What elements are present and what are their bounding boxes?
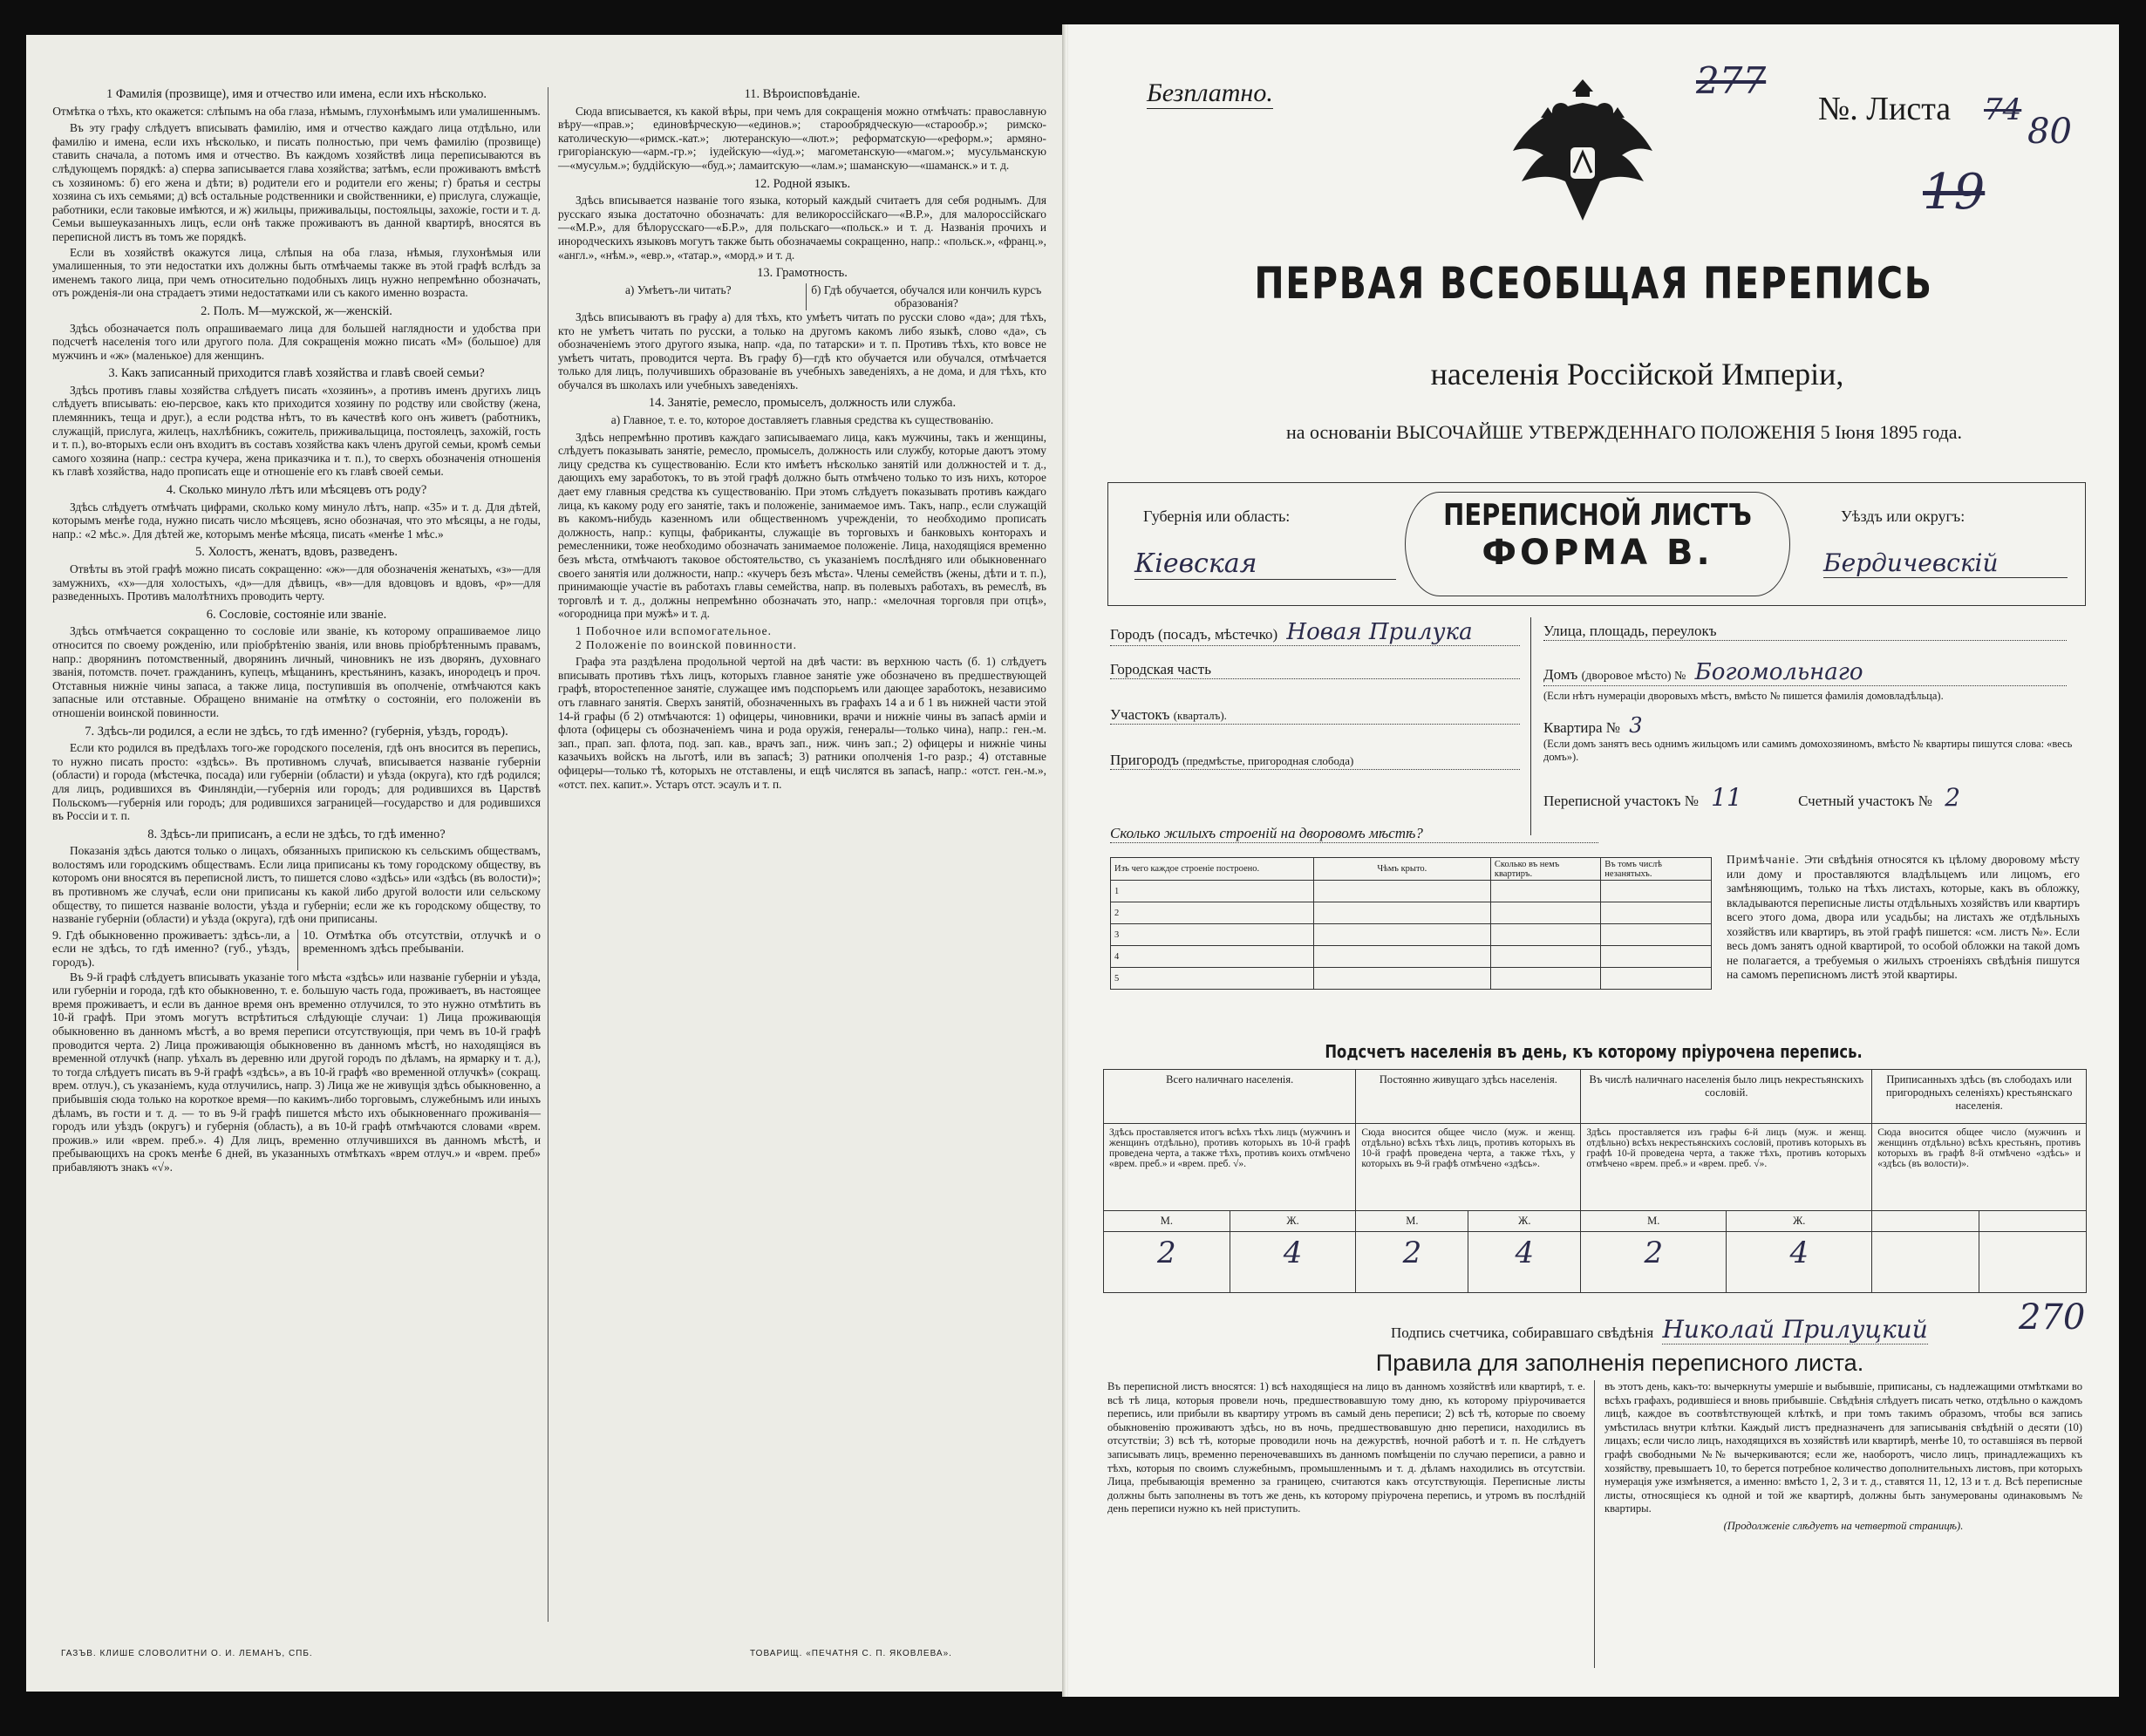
bld-header-roof: Чѣмъ крыто. xyxy=(1313,858,1490,881)
sheet-number-value: 80 xyxy=(2027,112,2072,152)
section-13-title: 13. Грамотность. xyxy=(757,266,848,281)
apartment-value[interactable]: 3 xyxy=(1629,713,1643,738)
uezd-label: Уѣздъ или округъ: xyxy=(1841,507,1965,525)
sheet-number-label: №. Листа xyxy=(1818,91,1952,127)
pop-desc-permanent: Сюда вносится общее число (муж. и женщ. отдѣльно) всѣхъ тѣхъ лицъ, противъ которыхъ въ 10-й графѣ проведена черта, а также тѣхъ, у которыхъ въ 9-й графѣ отмѣчено «здѣсь». xyxy=(1356,1124,1581,1211)
section-9-title: 9. Гдѣ обыкновенно проживаетъ: здѣсь-ли, а если не здѣсь, то гдѣ именно? (губ., уѣздъ, городъ). xyxy=(52,929,290,970)
handwritten-number-top: 277 xyxy=(1696,59,1767,102)
section-14-subtitle: а) Главное, т. е. то, которое доставляетъ главныя средства къ существованію. xyxy=(610,413,994,427)
pop-mf-label: М. xyxy=(1581,1211,1727,1232)
population-title: Подсчетъ населенія въ день, къ которому пріурочена перепись. xyxy=(1325,1041,1863,1062)
handwritten-270: 270 xyxy=(2019,1297,2086,1338)
section-2-text: Здѣсь обозначается полъ опрашиваемаго лица для большей наглядности и удобства при подсчетѣ населенія того или другого пола. Для сокращенія можно писать «М» (большое) для мужчинъ и «ж» (маленькое) для женщинъ. xyxy=(52,321,541,362)
form-title: ПЕРЕПИСНОЙ ЛИСТЪ xyxy=(1443,498,1752,533)
bld-row-number: 5 xyxy=(1111,968,1314,990)
form-header-box xyxy=(1107,482,2086,606)
count-district-value[interactable]: 2 xyxy=(1945,783,1961,812)
address-divider xyxy=(1530,617,1531,835)
pop-value[interactable]: 4 xyxy=(1230,1232,1356,1293)
section-9-10-header xyxy=(52,929,541,970)
imperial-eagle-icon xyxy=(1495,72,1670,229)
pop-mf-label: Ж. xyxy=(1230,1211,1356,1232)
rules-title: Правила для заполненія переписного листа. xyxy=(1375,1350,1864,1376)
instructions-column-left xyxy=(52,83,541,1176)
city-value[interactable]: Новая Прилука xyxy=(1286,619,1473,645)
apartment-label: Квартира № xyxy=(1543,719,1621,736)
city-part-label: Городская часть xyxy=(1110,661,1211,677)
handwritten-number-right: 19 xyxy=(1923,164,1986,221)
section-10-title: 10. Отмѣтка объ отсутствіи, отлучкѣ и о временномъ здѣсь пребываніи. xyxy=(297,929,542,970)
free-label: Безплатно. xyxy=(1147,78,1273,107)
pop-desc-peasant: Сюда вносится общее число (мужчинъ и женщинъ отдѣльно) всѣхъ крестьянъ, противъ которыхъ въ графѣ 8-й отмѣчено «здѣсь» и «здѣсь (въ волости)». xyxy=(1872,1124,2087,1211)
house-hint: (Если нѣтъ нумераціи дворовыхъ мѣстъ, вмѣсто № пишется фамилія домовладѣльца). xyxy=(1543,690,1944,702)
signature-row xyxy=(1391,1315,1928,1344)
house-value[interactable]: Богомольнаго xyxy=(1694,659,1863,685)
section-6-title: 6. Сословіе, состояніе или званіе. xyxy=(206,607,387,622)
bld-header-material: Изъ чего каждое строеніе построено. xyxy=(1111,858,1314,881)
rules-text-left: Въ переписной листъ вносятся: 1) всѣ находящіеся на лицо въ данномъ хозяйствѣ или квартирѣ, т. е. всѣ тѣ лица, которыя провели ночь, предшествовавшую тому дню, къ которому пріурочивается перепись, или прибыли въ квартиру утромъ въ самый день переписи; 2) всѣ тѣ, которые по своему обыкновенію проживаютъ здѣсь, но въ ночь, предшествовавшую дню переписи, находились въ отсутствіи; 3) всѣ тѣ, которые проводили ночь на дежурствѣ, ночной работѣ и т. п. Не слѣдуетъ записывать лицъ, временно переночевавшихъ въ данномъ помѣщеніи по случаю переписи, а равно и тѣхъ, которыя по своимъ служебнымъ, промышленнымъ и т. д. дѣламъ находились въ отсутствіи. Лица, пребывающія временно за границею, считаются какъ отсутствующія. Переписные листы должны быть заполнены въ тотъ же день, къ которому пріурочена перепись, и утромъ въ послѣдній день переписи нужно къ ней приступить. xyxy=(1107,1380,1585,1515)
bld-row-number: 4 xyxy=(1111,946,1314,968)
pop-value[interactable]: 4 xyxy=(1727,1232,1872,1293)
section-5-title: 5. Холостъ, женатъ, вдовъ, разведенъ. xyxy=(194,545,399,560)
section-13-text: Здѣсь вписываютъ въ графу а) для тѣхъ, кто умѣетъ читать по русски слово «да»; для тѣхъ, кто не умѣетъ читать по русски, а только на другомъ какомъ либо языкѣ, слово «да», съ обозначеніемъ этого другого языка, напр. «да, по татарски» и т. п. Противъ тѣхъ, кто вовсе не умѣетъ читать, проводится черта. Въ графу б)—гдѣ кто обучается или обучался, отмѣчается только для лицъ, получившихъ образованіе въ учебныхъ заведеніяхъ, а не дома, и для тѣхъ, кто обучался въ школахъ или учебныхъ заведеніяхъ. xyxy=(558,310,1046,391)
district-note: (кварталъ). xyxy=(1173,709,1227,722)
census-district-value[interactable]: 11 xyxy=(1711,783,1742,812)
section-7-title: 7. Здѣсь-ли родился, а если не здѣсь, то гдѣ именно? (губернія, уѣздъ, городъ). xyxy=(85,724,508,739)
section-11-text: Сюда вписывается, къ какой вѣры, при чемъ для сокращенія можно отмѣчать: православную вѣру—«прав.»; единовѣрческую—«единов.»; старообрядческую—«старообр.»; римско-католическую—«римск.-кат.»; лютеранскую—«лют.»; реформатскую—«реформ.»; армяно-григоріанскую—«арм.-гр.»; іудейскую—«іуд.»; магометанскую—«магом.»; мусульманскую—«мусульм.»; буддійскую—«буд.»; ламаитскую—«лам.»; шаманскую—«шаманск.» и т. д. xyxy=(558,104,1046,172)
city-part-row xyxy=(1110,661,1520,679)
legal-basis: на основаніи ВЫСОЧАЙШЕ УТВЕРЖДЕННАГО ПОЛОЖЕНІЯ 5 Іюня 1895 года. xyxy=(1285,421,1963,443)
uezd-value[interactable]: Бердичевскій xyxy=(1823,548,2068,578)
section-14-text: Здѣсь непремѣнно противъ каждаго записываемаго лица, какъ мужчины, такъ и женщины, слѣдуетъ показывать занятіе, ремесло, промыселъ, должность или службу, которые даютъ этому лицу средства къ существованію. Если кто имѣетъ нѣсколько занятій или должностей и т. д., дающихъ ему заработокъ, то въ этой графѣ должно быть отмѣчено только то изъ нихъ, которое дает ему главныя средства къ существованію. При этомъ слѣдуетъ показывать противъ каждаго лица, къ какому роду его занятіе, такъ и положеніе, занимаемое имъ. Такъ, напр., если служащій въ какомъ-нибудь казенномъ или общественномъ учрежденіи, то необходимо прописать должность, напр.: купцы, фабриканты, служащіе въ торговыхъ и банковыхъ конторахъ и ремесленники, тоже необходимо обозначать занимаемое положеніе. Лица, находящіяся временно безъ мѣста, отмѣчаютъ таковое обстоятельство, съ указаніемъ послѣдняго или обыкновеннаго своего занятія или должности, напр.: «кучеръ безъ мѣста». Члены семействъ (жены, дѣти и т. п.), принимающіе участіе въ работахъ главы семейства, напр. въ полевыхъ работахъ, въ ремеслѣ, въ торговлѣ и т. д., должны непремѣнно обозначать это, напр.: «мелочная торговля при отцѣ», «огородница при мужѣ» и т. д. xyxy=(558,430,1046,621)
bld-row-number: 3 xyxy=(1111,924,1314,946)
left-page xyxy=(26,35,1064,1692)
house-note: (дворовое мѣсто) № xyxy=(1581,670,1686,683)
house-label: Домъ xyxy=(1543,666,1578,683)
city-row xyxy=(1110,619,1520,646)
count-district-label: Счетный участокъ № xyxy=(1798,793,1932,809)
form-letter: ФОРМА В. xyxy=(1482,533,1713,573)
section-14-note-1: 1 Побочное или вспомогательное. xyxy=(576,623,772,637)
pop-value[interactable]: 2 xyxy=(1104,1232,1230,1293)
section-1-text: Въ эту графу слѣдуетъ вписывать фамилію, имя и отчество каждаго лица отдѣльно, или фамилію и имена, если ихъ нѣсколько, и писать полностью, при чемъ фамилію (прозвище) ставить сначала, а потомъ имя и отчество. Въ каждомъ хозяйствѣ лица переписываются въ слѣдующемъ порядкѣ: а) сперва записывается глава хозяйства; затѣмъ, если проживаютъ вмѣстѣ съ хозяиномъ: б) его жена и дѣти; в) родители его и родители его жены; г) братья и сестры хозяина съ ихъ семьями; д) всѣ остальные родственники и свойственники, е) прислуга, служащіе, работники, если таковые имѣются, и ж) жильцы, приживальцы, постояльцы, захожіе, гости и т. д. Семьи вышеуказанныхъ лицъ, если онѣ также проживаютъ въ данной квартирѣ, вносятся въ переписной листъ въ томъ же порядкѣ. xyxy=(52,121,541,243)
section-6-text: Здѣсь отмѣчается сокращенно то сословіе или званіе, къ которому опрашиваемое лицо относится по своему рожденію, или пріобрѣтенію званія, или вновь пріобрѣтеннымъ правамъ, напр.: дворянинъ потомственный, дворянинъ личный, чиновникъ не изъ дворянъ, духовнаго званія, потомств. почет. гражданинъ, купецъ, мѣщанинъ, крестьянинъ, казакъ, инородецъ и проч. Отставныя нижніе чины запаса, а также лица, поступившія въ ополченіе, отмѣчаются какъ запасные или отставные. Обращено вниманіе на отмѣтку о состояніи, его положеніи въ отношеніи воинской повинности. xyxy=(52,624,541,719)
district-row xyxy=(1110,706,1520,725)
printer-credit-left: ГАЗЪВ. КЛИШЕ СЛОВОЛИТНИ О. И. ЛЕМАНЪ, СПБ. xyxy=(61,1649,313,1658)
section-14-note-2: 2 Положеніе по воинской повинности. xyxy=(576,637,797,651)
signature-value[interactable]: Николай Прилуцкий xyxy=(1662,1315,1928,1344)
rules-divider xyxy=(1594,1380,1595,1668)
street-label: Улица, площадь, переулокъ xyxy=(1543,623,1717,639)
house-row xyxy=(1543,659,2067,686)
signature-label: Подпись счетчика, собиравшаго свѣдѣнія xyxy=(1391,1324,1654,1341)
section-4-text: Здѣсь слѣдуетъ отмѣчать цифрами, сколько кому минуло лѣтъ, напр. «35» и т. д. Для дѣтей, которымъ менѣе года, нужно писать число мѣсяцевъ, ясно обозначая, что это мѣсяцы, а не годы, напр.: «2 мѣс.». Для дѣтей же, которымъ менѣе мѣсяца, писать «менѣе 1 мѣс.» xyxy=(52,500,541,541)
section-4-title: 4. Сколько минуло лѣтъ или мѣсяцевъ отъ роду? xyxy=(166,483,427,498)
pop-header-peasant: Приписанныхъ здѣсь (въ слободахъ или пригородныхъ селеніяхъ) крестьянскаго населенія. xyxy=(1872,1070,2087,1124)
section-8-text: Показанія здѣсь даются только о лицахъ, обязанныхъ припискою къ сельскимъ обществамъ, волостямъ или городскимъ обществамъ. Если лица приписаны къ тому городскому обществу, въ которомъ они вносятся въ переписной листъ, то пишется слово «здѣсь» или «здѣсь (въ волости)»; въ противномъ же случаѣ, если они приписаны къ какой либо другой волости или сельскому обществу, то пишется названіе волости, уѣзда и губерніи; если же къ городскому обществу, то названіе губерніи (области) и уѣзда (округа), гдѣ они приписаны. xyxy=(52,844,541,926)
section-5-text: Отвѣты въ этой графѣ можно писать сокращенно: «ж»—для обозначенія женатыхъ, «з»—для замужнихъ, «х»—для холостыхъ, «д»—для дѣвицъ, «в»—для вдовцовъ и вдовъ, «р»—для разведенныхъ. Противъ малолѣтнихъ проводить черту. xyxy=(52,562,541,603)
bld-header-vacant: Въ томъ числѣ незанятыхъ. xyxy=(1601,858,1712,881)
pop-value[interactable]: 2 xyxy=(1356,1232,1468,1293)
section-14-title: 14. Занятіе, ремесло, промыселъ, должность или служба. xyxy=(648,396,957,411)
pop-desc-non-peasant: Здѣсь проставляется изъ графы 6-й лицъ (муж. и женщ. отдѣльно) всѣхъ некрестьянскихъ сословій, противъ которыхъ въ графѣ 10-й проведена черта, а также тѣхъ, противъ которыхъ отмѣчено «врем. преб.» и «врем. преб. √». xyxy=(1581,1124,1872,1211)
document-title: ПЕРВАЯ ВСЕОБЩАЯ ПЕРЕПИСЬ xyxy=(1254,258,1933,309)
buildings-table xyxy=(1110,857,1712,990)
census-district-label: Переписной участокъ № xyxy=(1543,793,1699,809)
pop-header-permanent: Постоянно живущаго здѣсь населенія. xyxy=(1356,1070,1581,1124)
gubernia-label: Губернія или область: xyxy=(1143,507,1291,525)
section-13a: а) Умѣетъ-ли читать? xyxy=(624,283,732,296)
form-title-cartouche xyxy=(1405,492,1790,596)
apartment-hint: (Если домъ занятъ весь однимъ жильцомъ или самимъ домохозяиномъ, вмѣсто № квартиры пишутся слова: «весь домъ»). xyxy=(1543,738,2073,763)
gubernia-value[interactable]: Кіевская xyxy=(1134,548,1396,580)
section-2-title: 2. Полъ. М—мужской, ж—женскій. xyxy=(201,303,392,318)
pop-header-present: Всего наличнаго населенія. xyxy=(1104,1070,1356,1124)
section-1-text-2: Если въ хозяйствѣ окажутся лица, слѣпыя на оба глаза, нѣмыя, глухонѣмыя или умалишенныя, то эти недостатки ихъ должны быть отмѣчаемы также въ этой графѣ вслѣдъ за именемъ такого лица, при чемъ относительно подобныхъ лицъ нужно непремѣнно обозначать, отъ рожденія-ли она страдаетъ этими недостатками или съ какого именно возраста. xyxy=(52,245,541,300)
pop-value[interactable]: 4 xyxy=(1468,1232,1581,1293)
bld-header-apartments: Сколько въ немъ квартиръ. xyxy=(1490,858,1600,881)
suburb-label: Пригородъ xyxy=(1110,752,1179,768)
pop-header-non-peasant: Въ числѣ наличнаго населенія было лицъ некрестьянскихъ сословій. xyxy=(1581,1070,1872,1124)
census-district-row xyxy=(1543,783,2084,812)
section-14-text-2: Графа эта раздѣлена продольной чертой на двѣ части: въ верхнюю часть (б. 1) слѣдуетъ вписывать противъ тѣхъ лицъ, которыхъ главное занятіе уже обозначено въ предшествующей графѣ, второстепенное занятіе, служащее имъ подспорьемъ или дающее заработокъ, независимо отъ главнаго занятія. Сверхъ занятій, обозначенныхъ въ графахъ 14 а и б 1 въ нижней части этой 14-й графы (б 2) отмѣчаются: 1) офицеры, чиновники, врачи и нижніе чины въ запасѣ арміи и флота (офицеры съ обозначеніемъ чина и рода оружія, генералы—только чина), напр.: ген.-м. зап., прап. зап. флота, под. зап. кав., врачъ зап., ниж. чинъ зап.; 2) офицеры и нижніе чины казачьихъ войскъ на льготѣ, или въ запасѣ; 3) ратники ополченія 1-го разр.; 4) отставные офицеры—только тѣ, которыхъ не отставлены, и ещѣ числятся въ запасѣ, напр.: «отст. ген.-м.», «отст. пех. капит.». Устаръ отст. эсаулъ и т. п. xyxy=(558,655,1046,791)
buildings-note-text: Эти свѣдѣнія относятся къ цѣлому дворовому мѣсту или дому и проставляются владѣльцемъ или лицомъ, его замѣняющимъ, только на тѣхъ листахъ, которые, какъ въ обложку, вкладываются переписные листы отдѣльныхъ хозяйствъ или квартиръ всего этого дома, двора или усадьбы; на листахъ же отдѣльныхъ хозяйствъ или квартиръ, въ этой графѣ пишется: «см. листъ №». Если весь домъ занятъ одной квартирой, то особой обложки на такой домъ не полагается, а требуемыя о жилыхъ строеніяхъ свѣдѣнія пишутся на самомъ переписномъ листѣ этой квартиры. xyxy=(1727,853,2080,981)
section-7-text: Если кто родился въ предѣлахъ того-же городского поселенія, гдѣ онъ вносится въ перепись, то нужно писать просто: «здѣсь». Въ противномъ случаѣ, вписывается названіе губерніи (области) и города (мѣстечка, посада) или губерніи (области) и уѣзда (округа), кто гдѣ родился; для лицъ, родившихся въ Финляндіи,—губернія или городъ; для родившихся въ Царствѣ Польскомъ—губернія или городъ; для родившихся заграницей—государство и для родившихся въ Россіи и т. п. xyxy=(52,741,541,823)
section-13-subheaders xyxy=(558,283,1046,310)
section-8-title: 8. Здѣсь-ли приписанъ, а если не здѣсь, то гдѣ именно? xyxy=(147,827,446,841)
document-subtitle: населенія Россійской Имперіи, xyxy=(1430,357,1844,391)
suburb-row xyxy=(1110,752,1520,770)
apartment-row xyxy=(1543,713,2067,738)
district-label: Участокъ xyxy=(1110,706,1170,723)
printer-credit-right: ТОВАРИЩ. «ПЕЧАТНЯ С. П. ЯКОВЛЕВА». xyxy=(750,1649,952,1658)
pop-mf-label: М. xyxy=(1104,1211,1230,1232)
street-row xyxy=(1543,623,2067,641)
sheet-number-crossed: 74 xyxy=(1984,92,2022,127)
section-3-title: 3. Какъ записанный приходится главѣ хозяйства и главѣ своей семьи? xyxy=(108,366,485,381)
population-table xyxy=(1103,1069,2087,1293)
city-label: Городъ (посадъ, мѣстечко) xyxy=(1110,626,1278,643)
rules-text-right-body: въ этотъ день, какъ-то: вычеркнуты умершіе и выбывшіе, приписаны, съ надлежащими отмѣтками во всѣхъ графахъ, родившіеся и вновь прибывшіе. Свѣдѣнія слѣдуетъ писать четко, отдѣльно о каждомъ лицѣ, каждое въ соотвѣтствующей клѣткѣ, и при томъ такимъ образомъ, чтобы вся запись умѣстилась внутри клѣтки. Каждый листъ предназначенъ для записыванія свѣдѣній о десяти (10) лицахъ; если число лицъ, находящихся въ хозяйствѣ или квартирѣ, менѣе 10, то оставшіяся въ первой графѣ свободными №№ вычеркиваются; если же, наоборотъ, число лицъ, принадлежащихъ къ хозяйству, превышаетъ 10, то берется потребное количество дополнительныхъ листовъ, при которыхъ нумерація уже измѣняется, а именно: вмѣсто 1, 2, 3 и т. д., ставятся 11, 12, 13 и т. д. Всѣ переписные листы, относящіеся къ одной и той же квартирѣ, должны быть занумерованы одинаковымъ № квартиры. xyxy=(1604,1380,2082,1515)
section-12-title: 12. Родной языкъ. xyxy=(753,176,851,191)
right-page xyxy=(1068,24,2119,1697)
pop-value[interactable]: 2 xyxy=(1581,1232,1727,1293)
suburb-note: (предмѣстье, пригородная слобода) xyxy=(1182,754,1354,767)
section-12-text: Здѣсь вписывается названіе того языка, который каждый считаетъ для себя роднымъ. Для русскаго языка достаточно обозначать: для великороссійскаго—«В.Р.», для малороссійскаго—«М.Р.», для бѣлорусскаго—«Б.Р.», для польскаго—«польск.» и т. д. Названія прочихъ и инородческихъ языковъ могутъ также быть обозначаемы сокращенно, напр.: «польск.», «франц.», «англ.», «нѣм.», «евр.», «татар.», «морд.» и т. д. xyxy=(558,194,1046,262)
section-11-title: 11. Вѣроисповѣданіе. xyxy=(744,87,861,101)
rules-continuation: (Продолженіе слѣдуетъ на четвертой страницѣ). xyxy=(1723,1519,1964,1532)
section-3-text: Здѣсь противъ главы хозяйства слѣдуетъ писать «хозяинъ», а противъ именъ другихъ лицъ слѣдуетъ вписывать: ею-персвое, какъ кто приходится хозяину по родству или свойству (жена, племянникъ, теща и друг.), а если родства нѣтъ, то въ качествѣ кого онъ живетъ (работникъ, служащій, прислуга, жилецъ, нахлѣбникъ, сожитель, приживальщица, постоялецъ, захожій, гость и т. п.), во-вторыхъ если онъ входитъ въ составъ хозяйства какъ членъ другой семьи, кромѣ семьи самого хозяина (напр.: сестра кучера, жена приказчика и т. п.), то сверхъ обозначенія отношенія къ главѣ хозяйства, надо прописать еще и отношеніе его къ главѣ своей семьи. xyxy=(52,383,541,479)
buildings-note-title: Примѣчаніе. xyxy=(1727,853,1800,866)
pop-mf-label: Ж. xyxy=(1727,1211,1872,1232)
section-1-title: 1 Фамилія (прозвище), имя и отчество или имена, если ихъ нѣсколько. xyxy=(106,87,487,101)
rules-text-right xyxy=(1604,1380,2082,1534)
buildings-note xyxy=(1727,853,2080,983)
pop-mf-label: М. xyxy=(1356,1211,1468,1232)
buildings-question: Сколько жилыхъ строеній на дворовомъ мѣстѣ? xyxy=(1110,825,1598,843)
section-1-note: Отмѣтка о тѣхъ, кто окажется: слѣпымъ на оба глаза, нѣмымъ, глухонѣмымъ или умалишеннымъ. xyxy=(52,104,541,118)
pop-desc-present: Здѣсь проставляется итогъ всѣхъ тѣхъ лицъ (мужчинъ и женщинъ отдѣльно), противъ которыхъ въ 10-й графѣ проведена черта, а также тѣхъ, противъ коихъ отмѣчено «врем. преб.» и «врем. преб. √». xyxy=(1104,1124,1356,1211)
pop-mf-label: Ж. xyxy=(1468,1211,1581,1232)
bld-row-number: 1 xyxy=(1111,881,1314,902)
section-9-text: Въ 9-й графѣ слѣдуетъ вписывать указаніе того мѣста «здѣсь» или названіе губерніи и уѣзда, или губерніи и города, гдѣ кто обыкновенно, т. е. большую часть года, проживаетъ, въ настоящее время проживаетъ, и если въ данное время онъ временно отлучился, то это нужно отмѣтить въ 10-й графѣ. При этомъ могутъ встрѣтиться слѣдующіе случаи: 1) Лица проживающія обыкновенно въ данномъ мѣстѣ, а во время переписи отсутствующія, при чемъ въ 10-й графѣ проводится черта. 2) Лица проживающія обыкновенно въ данномъ мѣстѣ, но находящіяся въ временной отлучкѣ (напр. уѣхалъ въ деревню или другой городъ по дѣламъ, на ярмарку и т. д.), то тогда слѣдуетъ писать въ 9-й графѣ «здѣсь», а въ 10-й графѣ «во временной отлучкѣ» (сокращ. врем. отлуч.), съ указаніемъ, куда отлучились, напр. 3) Лица же не живущія здѣсь обыкновенно, а прибывшія сюда только на короткое время—по какимъ-либо торговымъ, служебнымъ или иныхъ дѣламъ, въ гости и т. д. — то въ 9-й графѣ пишется мѣсто ихъ обыкновеннаго проживанія—городъ или уѣздъ (округъ) и губернія (область), а въ 10-й графѣ отмѣчаются словами «врем. прожив.» или «врем. преб.». 4) Для лицъ, временно отлучившихся въ данномъ мѣстѣ, и пребывающихъ на срокъ менѣе 6 дней, въ указанныхъ отмѣткахъ «врем отлуч.» и «врем. преб» прибавляютъ знакъ «√». xyxy=(52,970,541,1174)
instructions-column-right xyxy=(558,83,1046,793)
section-13b: б) Гдѣ обучается, обучался или кончилъ курсъ образованія? xyxy=(806,283,1047,310)
bld-row-number: 2 xyxy=(1111,902,1314,924)
